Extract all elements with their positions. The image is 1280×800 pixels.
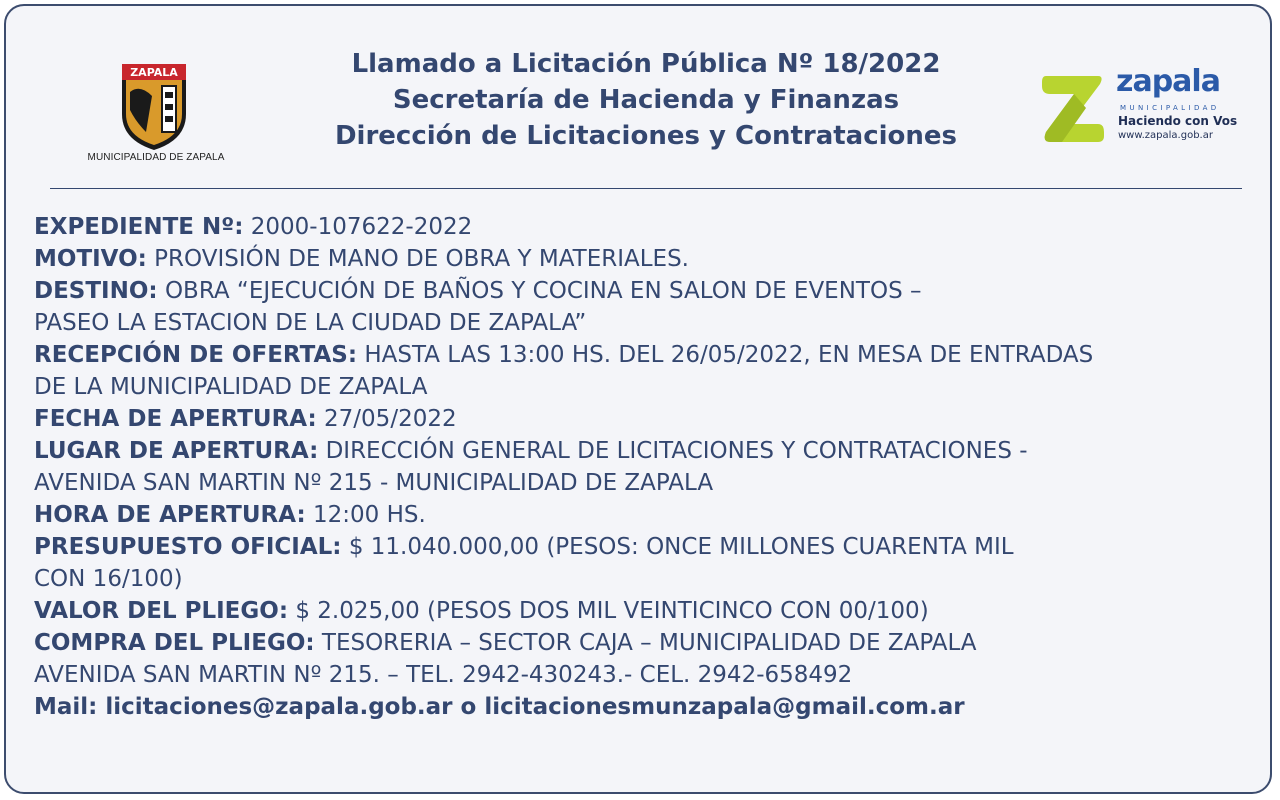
field-hora-apertura xyxy=(34,499,1270,531)
field-recepcion xyxy=(34,339,1270,371)
brand-url: www.zapala.gob.ar xyxy=(1118,130,1213,141)
field-value: 2000-107622-2022 xyxy=(250,214,473,240)
notice-body xyxy=(34,211,1270,723)
field-recepcion-cont xyxy=(34,371,1270,403)
field-value: DIRECCIÓN GENERAL DE LICITACIONES Y CONTRATACIONES - xyxy=(325,438,1028,464)
notice-card xyxy=(4,4,1272,794)
crest-caption: MUNICIPALIDAD DE ZAPALA xyxy=(87,152,225,163)
field-label: COMPRA DEL PLIEGO: xyxy=(34,630,315,656)
field-label: VALOR DEL PLIEGO: xyxy=(34,598,289,624)
field-value: AVENIDA SAN MARTIN Nº 215 - MUNICIPALIDAD DE ZAPALA xyxy=(34,470,714,496)
field-label: MOTIVO: xyxy=(34,246,147,272)
field-valor-pliego xyxy=(34,595,1270,627)
field-value: PROVISIÓN DE MANO DE OBRA Y MATERIALES. xyxy=(154,246,689,272)
municipal-crest-icon xyxy=(118,62,190,152)
field-label: HORA DE APERTURA: xyxy=(34,502,306,528)
field-lugar-apertura xyxy=(34,435,1270,467)
brand-name: zapala xyxy=(1116,64,1220,99)
field-lugar-apertura-cont xyxy=(34,467,1270,499)
zapala-brand-logo xyxy=(1040,64,1240,148)
field-value: 27/05/2022 xyxy=(324,406,457,432)
field-label: DESTINO: xyxy=(34,278,158,304)
title-line-1: Llamado a Licitación Pública Nº 18/2022 xyxy=(351,49,941,79)
contact-mail: Mail: licitaciones@zapala.gob.ar o licitacionesmunzapala@gmail.com.ar xyxy=(34,694,965,720)
field-value: OBRA “EJECUCIÓN DE BAÑOS Y COCINA EN SALON DE EVENTOS – xyxy=(164,278,922,304)
field-label: RECEPCIÓN DE OFERTAS: xyxy=(34,342,358,368)
brand-slogan: Haciendo con Vos xyxy=(1118,114,1238,128)
title-line-3: Dirección de Licitaciones y Contrataciones xyxy=(334,121,958,151)
field-presupuesto-cont xyxy=(34,563,1270,595)
field-value: AVENIDA SAN MARTIN Nº 215. – TEL. 2942-430243.- CEL. 2942-658492 xyxy=(34,662,853,688)
field-label: PRESUPUESTO OFICIAL: xyxy=(34,534,342,560)
field-compra-pliego xyxy=(34,627,1270,659)
page-title xyxy=(276,46,1016,154)
field-value: CON 16/100) xyxy=(34,566,183,592)
field-compra-pliego-cont xyxy=(34,659,1270,691)
field-label: EXPEDIENTE Nº: xyxy=(34,214,244,240)
brand-subtitle: MUNICIPALIDAD xyxy=(1120,104,1220,112)
crest-text: ZAPALA xyxy=(130,66,178,79)
field-motivo xyxy=(34,243,1270,275)
field-expediente xyxy=(34,211,1270,243)
field-destino-cont xyxy=(34,307,1270,339)
field-value: TESORERIA – SECTOR CAJA – MUNICIPALIDAD DE ZAPALA xyxy=(321,630,977,656)
field-value: $ 11.040.000,00 (PESOS: ONCE MILLONES CUARENTA MIL xyxy=(348,534,1014,560)
field-destino xyxy=(34,275,1270,307)
z-logo-icon xyxy=(1040,72,1106,144)
field-value: DE LA MUNICIPALIDAD DE ZAPALA xyxy=(34,374,428,400)
field-label: FECHA DE APERTURA: xyxy=(34,406,317,432)
field-fecha-apertura xyxy=(34,403,1270,435)
field-value: 12:00 HS. xyxy=(313,502,426,528)
field-label: LUGAR DE APERTURA: xyxy=(34,438,319,464)
title-line-2: Secretaría de Hacienda y Finanzas xyxy=(392,85,900,115)
field-value: PASEO LA ESTACION DE LA CIUDAD DE ZAPALA” xyxy=(34,310,587,336)
field-presupuesto xyxy=(34,531,1270,563)
header-divider xyxy=(50,188,1242,189)
field-value: $ 2.025,00 (PESOS DOS MIL VEINTICINCO CON 00/100) xyxy=(295,598,929,624)
field-value: HASTA LAS 13:00 HS. DEL 26/05/2022, EN MESA DE ENTRADAS xyxy=(364,342,1094,368)
